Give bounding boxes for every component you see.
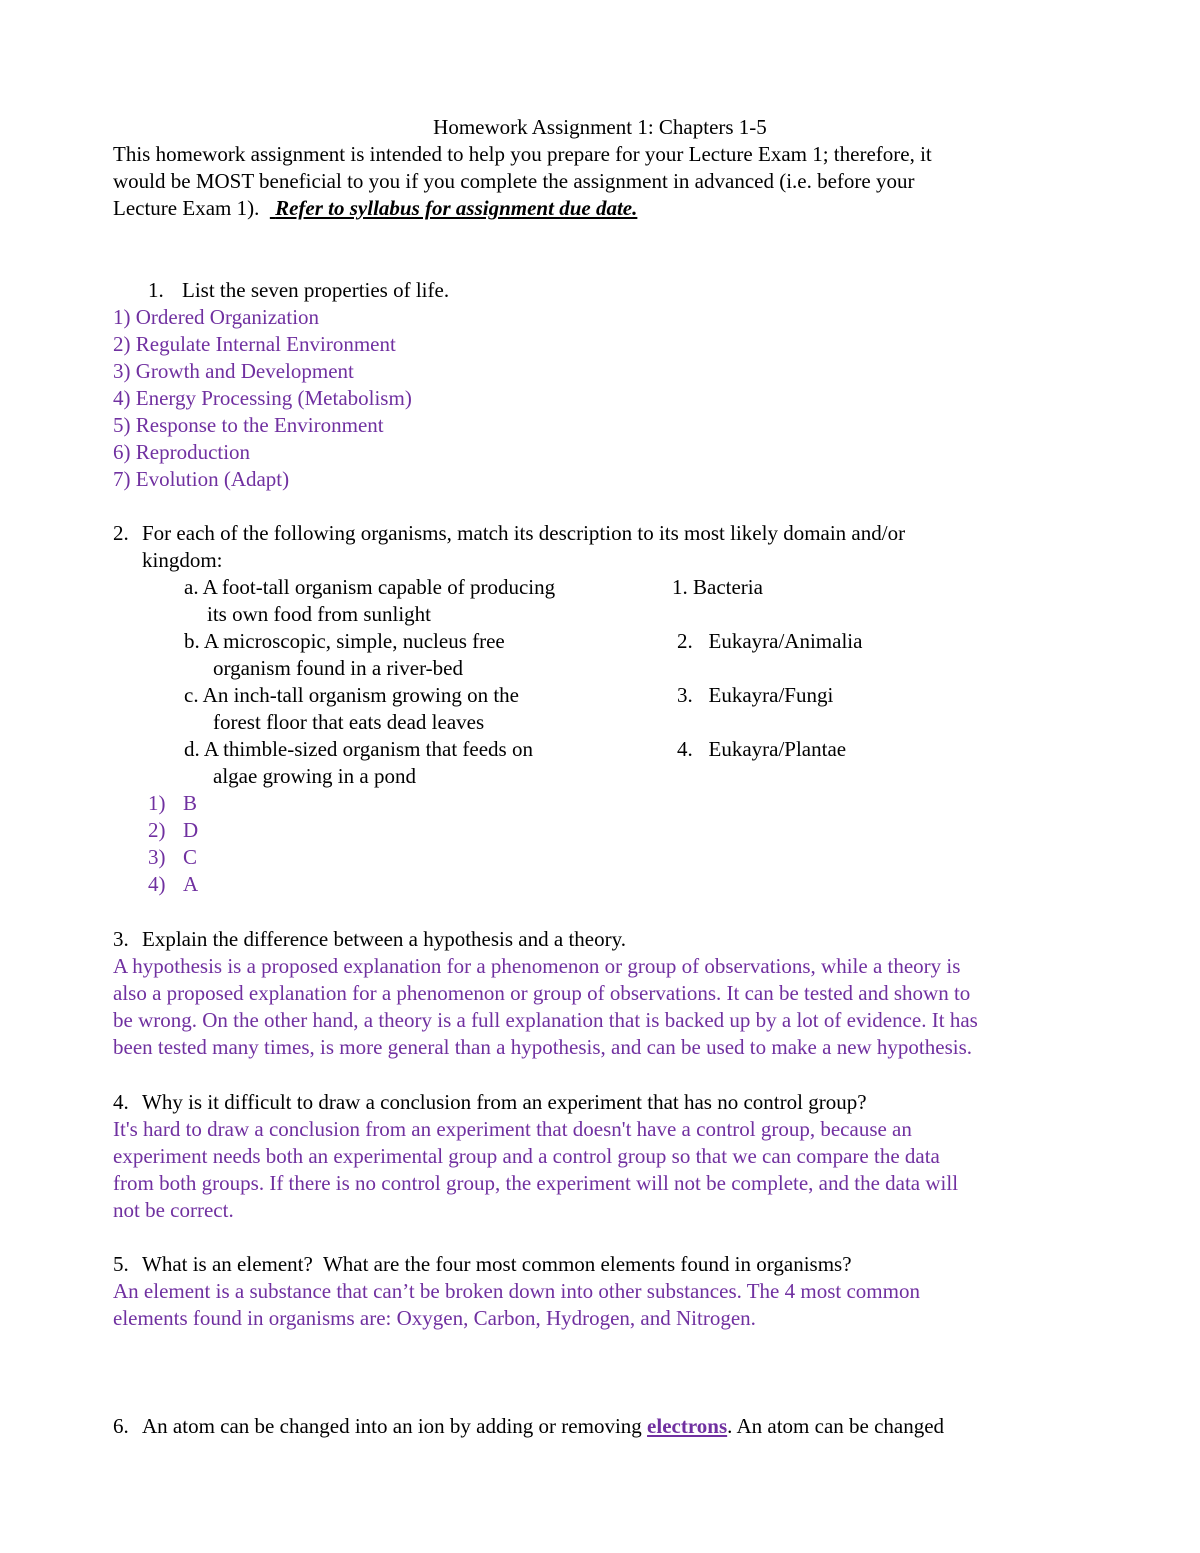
q5-answer-line-1: An element is a substance that can’t be broken down into other substances. The 4 most common (113, 1279, 920, 1303)
q1-answer-5: 5) Response to the Environment (113, 413, 384, 437)
q6-suffix: . An atom can be changed (727, 1414, 945, 1438)
q3-number: 3. (113, 927, 129, 951)
q6-number: 6. (113, 1414, 129, 1438)
q5-number: 5. (113, 1252, 129, 1276)
q4-question: Why is it difficult to draw a conclusion from an experiment that has no control group? (142, 1090, 867, 1114)
q2-number: 2. (113, 521, 129, 545)
q3-answer-line-1: A hypothesis is a proposed explanation for a phenomenon or group of observations, while a theory is (113, 954, 961, 978)
intro-line-3-prefix: Lecture Exam 1). (113, 196, 260, 220)
q3-answer-line-2: also a proposed explanation for a phenomenon or group of observations. It can be tested and shown to (113, 981, 971, 1005)
q2-answer-1-number: 1) (148, 791, 166, 815)
q2-question-line-1: For each of the following organisms, match its description to its most likely domain and/or (142, 521, 906, 545)
q2-option-2: 2. Eukayra/Animalia (677, 629, 863, 653)
q3-answer-line-3: be wrong. On the other hand, a theory is a full explanation that is backed up by a lot of evidence. It has (113, 1008, 978, 1032)
q2-answer-3-number: 3) (148, 845, 166, 869)
q3-question: Explain the difference between a hypothesis and a theory. (142, 927, 626, 951)
q1-number: 1. (148, 278, 164, 302)
q5-question: What is an element? What are the four most common elements found in organisms? (142, 1252, 852, 1276)
q2-description-a-line-2: its own food from sunlight (207, 602, 431, 626)
q2-option-3: 3. Eukayra/Fungi (677, 683, 834, 707)
q2-answer-4-value: A (183, 872, 199, 896)
q1-answer-2: 2) Regulate Internal Environment (113, 332, 396, 356)
q2-answer-3-value: C (183, 845, 198, 869)
q2-answer-2-value: D (183, 818, 199, 842)
q1-answer-6: 6) Reproduction (113, 440, 251, 464)
q5-answer-line-2: elements found in organisms are: Oxygen, Carbon, Hydrogen, and Nitrogen. (113, 1306, 756, 1330)
q1-answer-1: 1) Ordered Organization (113, 305, 320, 329)
q4-answer-line-4: not be correct. (113, 1198, 234, 1222)
q2-question-line-2: kingdom: (142, 548, 223, 572)
q2-option-1: 1. Bacteria (672, 575, 763, 599)
q6-blank-answer: electrons (647, 1414, 728, 1438)
intro-line-3 (113, 195, 637, 222)
q2-description-b-line-2: organism found in a river-bed (213, 656, 463, 680)
q2-description-c-line-1: c. An inch-tall organism growing on the (184, 683, 519, 707)
q2-option-4: 4. Eukayra/Plantae (677, 737, 847, 761)
q4-answer-line-2: experiment needs both an experimental group and a control group so that we can compare the data (113, 1144, 940, 1168)
q2-description-d-line-1: d. A thimble-sized organism that feeds on (184, 737, 533, 761)
q1-answer-4: 4) Energy Processing (Metabolism) (113, 386, 412, 410)
q1-answer-3: 3) Growth and Development (113, 359, 354, 383)
q2-description-a-line-1: a. A foot-tall organism capable of producing (184, 575, 556, 599)
q2-description-b-line-1: b. A microscopic, simple, nucleus free (184, 629, 505, 653)
q1-question: List the seven properties of life. (182, 278, 450, 302)
intro-line-1: This homework assignment is intended to help you prepare for your Lecture Exam 1; therefore, it (113, 142, 932, 166)
q4-number: 4. (113, 1090, 129, 1114)
intro-gap (259, 196, 270, 220)
q2-description-d-line-2: algae growing in a pond (213, 764, 416, 788)
q3-answer-line-4: been tested many times, is more general than a hypothesis, and can be used to make a new hypothesis. (113, 1035, 973, 1059)
page-title: Homework Assignment 1: Chapters 1-5 (433, 115, 767, 139)
q6-sentence (142, 1413, 944, 1440)
q1-answer-7: 7) Evolution (Adapt) (113, 467, 290, 491)
q2-answer-4-number: 4) (148, 872, 166, 896)
q4-answer-line-3: from both groups. If there is no control group, the experiment will not be complete, and the data will (113, 1171, 959, 1195)
q2-description-c-line-2: forest floor that eats dead leaves (213, 710, 485, 734)
q4-answer-line-1: It's hard to draw a conclusion from an experiment that doesn't have a control group, because an (113, 1117, 912, 1141)
q2-answer-2-number: 2) (148, 818, 166, 842)
intro-line-2: would be MOST beneficial to you if you complete the assignment in advanced (i.e. before your (113, 169, 915, 193)
q2-answer-1-value: B (183, 791, 198, 815)
due-date-note: Refer to syllabus for assignment due date. (275, 196, 638, 220)
q6-prefix: An atom can be changed into an ion by adding or removing (142, 1414, 642, 1438)
